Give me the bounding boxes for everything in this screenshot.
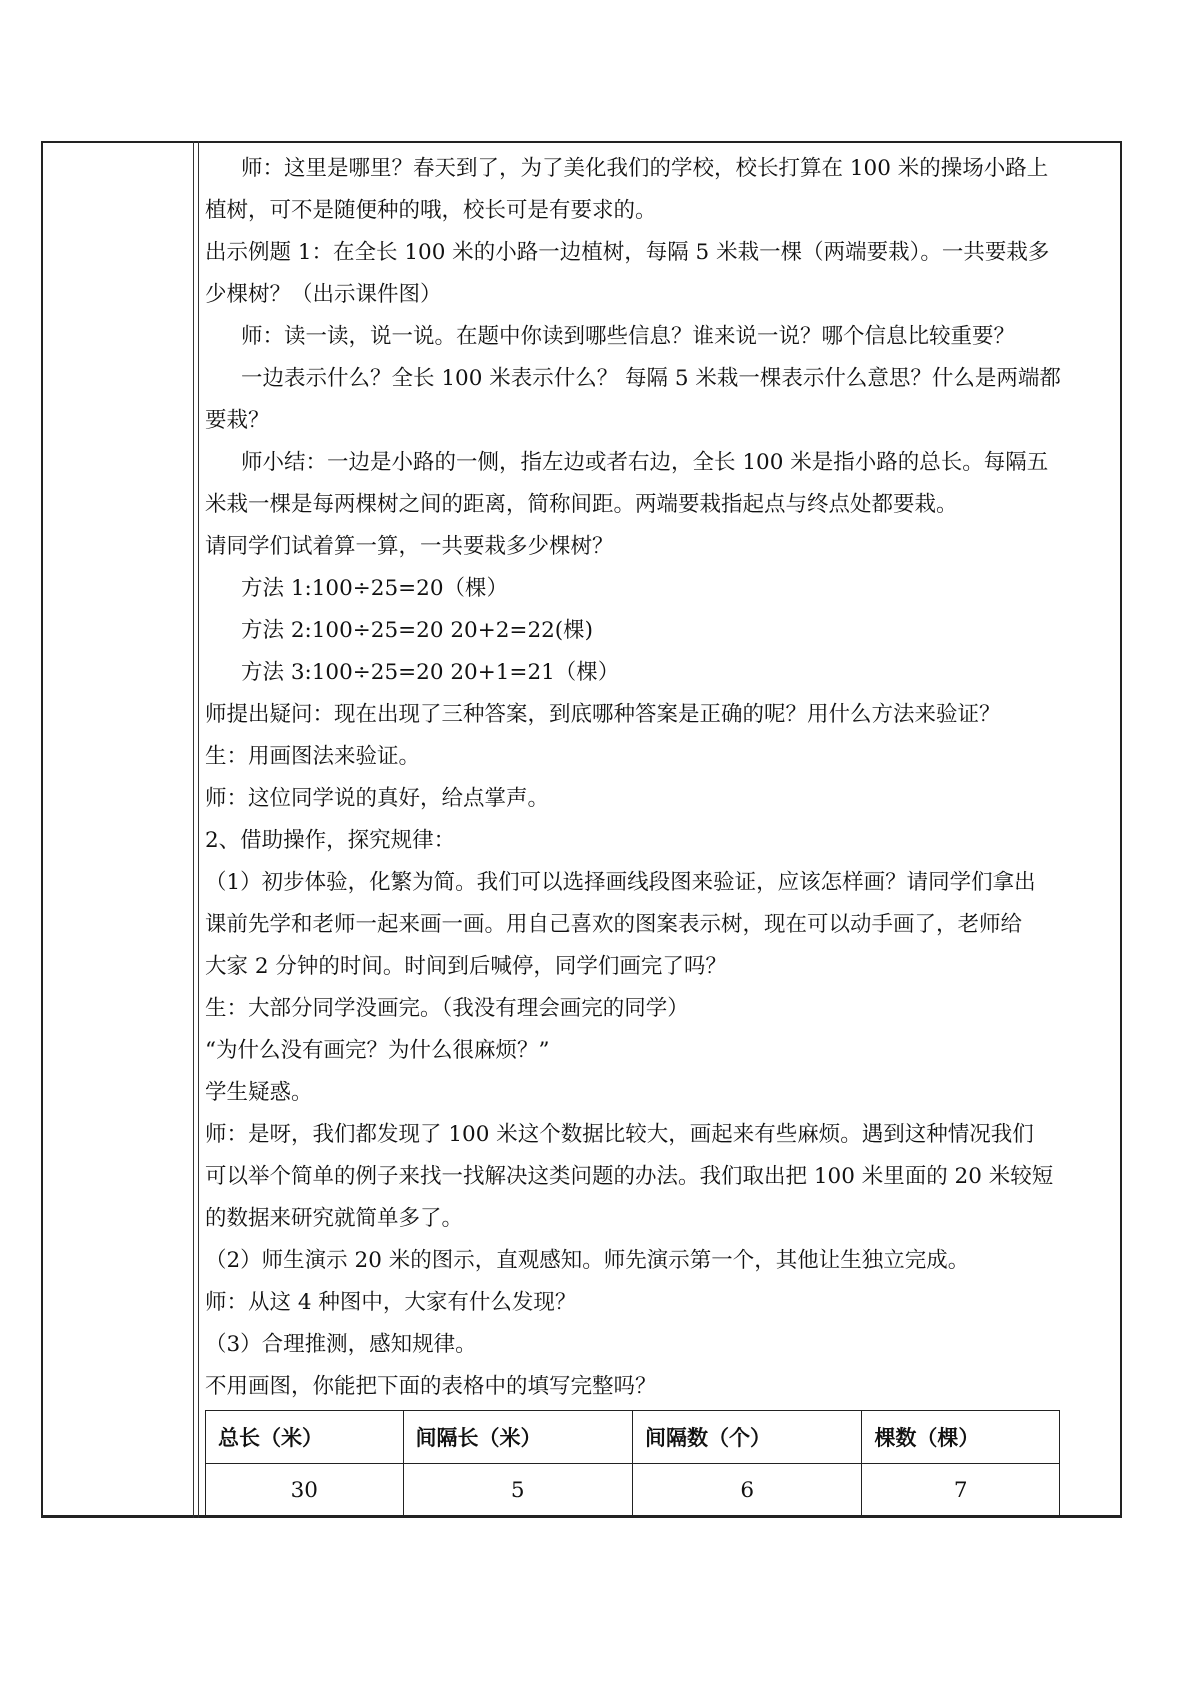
header-tree-count: 棵数（棵） (862, 1411, 1060, 1464)
cell-interval-length: 5 (403, 1464, 632, 1517)
paragraph: 米栽一棵是每两棵树之间的距离，简称间距。两端要栽指起点与终点处都要栽。 (205, 492, 958, 517)
paragraph: 师提出疑问：现在出现了三种答案，到底哪种答案是正确的呢？用什么方法来验证？ (205, 702, 1001, 727)
paragraph: 课前先学和老师一起来画一画。用自己喜欢的图案表示树，现在可以动手画了，老师给 (205, 912, 1023, 937)
paragraph: 学生疑惑。 (205, 1080, 313, 1105)
paragraph: 师：这位同学说的真好，给点掌声。 (205, 786, 550, 811)
paragraph: 出示例题 1：在全长 100 米的小路一边植树，每隔 5 米栽一棵（两端要栽）。一共要栽多 (205, 240, 1050, 265)
paragraph: （3）合理推测，感知规律。 (205, 1332, 477, 1357)
paragraph: 大家 2 分钟的时间。时间到后喊停，同学们画完了吗？ (205, 954, 727, 979)
paragraph: （1）初步体验，化繁为简。我们可以选择画线段图来验证，应该怎样画？请同学们拿出 (205, 870, 1036, 895)
cell-tree-count: 7 (862, 1464, 1060, 1517)
table-header-row (206, 1411, 1060, 1464)
method-line: 方法 1:100÷25=20（棵） (241, 576, 509, 601)
paragraph: “为什么没有画完？为什么很麻烦？” (205, 1038, 550, 1063)
paragraph: 不用画图，你能把下面的表格中的填写完整吗？ (205, 1374, 657, 1399)
paragraph: 师：是呀，我们都发现了 100 米这个数据比较大，画起来有些麻烦。遇到这种情况我们 (205, 1122, 1034, 1147)
paragraph: 植树，可不是随便种的哦，校长可是有要求的。 (205, 198, 657, 223)
column-divider (193, 141, 194, 1518)
paragraph: 师：从这 4 种图中，大家有什么发现？ (205, 1290, 577, 1315)
tree-planting-table (205, 1410, 1060, 1517)
paragraph: 师小结：一边是小路的一侧，指左边或者右边，全长 100 米是指小路的总长。每隔五 (241, 450, 1049, 475)
column-divider-inner (198, 141, 199, 1518)
header-interval-length: 间隔长（米） (403, 1411, 632, 1464)
header-interval-count: 间隔数（个） (632, 1411, 861, 1464)
paragraph: （2）师生演示 20 米的图示，直观感知。师先演示第一个，其他让生独立完成。 (205, 1248, 970, 1273)
lesson-content (205, 148, 1110, 1408)
header-total-length: 总长（米） (206, 1411, 404, 1464)
paragraph: 一边表示什么？全长 100 米表示什么？ 每隔 5 米栽一棵表示什么意思？什么是两端都 (241, 366, 1061, 391)
paragraph: 可以举个简单的例子来找一找解决这类问题的办法。我们取出把 100 米里面的 20 米较短 (205, 1164, 1054, 1189)
paragraph: 师：读一读，说一说。在题中你读到哪些信息？谁来说一说？哪个信息比较重要？ (241, 324, 1016, 349)
cell-total-length: 30 (206, 1464, 404, 1517)
paragraph: 请同学们试着算一算，一共要栽多少棵树？ (205, 534, 614, 559)
paragraph: 要栽？ (205, 408, 270, 433)
paragraph: 的数据来研究就简单多了。 (205, 1206, 464, 1231)
paragraph: 生：大部分同学没画完。（我没有理会画完的同学） (205, 996, 689, 1021)
method-line: 方法 2:100÷25=20 20+2=22(棵) (241, 618, 594, 643)
table-row (206, 1464, 1060, 1517)
paragraph: 师：这里是哪里？春天到了，为了美化我们的学校，校长打算在 100 米的操场小路上 (241, 156, 1049, 181)
paragraph: 生：用画图法来验证。 (205, 744, 421, 769)
cell-interval-count: 6 (632, 1464, 861, 1517)
section-heading: 2、借助操作，探究规律： (205, 828, 456, 853)
paragraph: 少棵树？（出示课件图） (205, 282, 442, 307)
method-line: 方法 3:100÷25=20 20+1=21（棵） (241, 660, 620, 685)
